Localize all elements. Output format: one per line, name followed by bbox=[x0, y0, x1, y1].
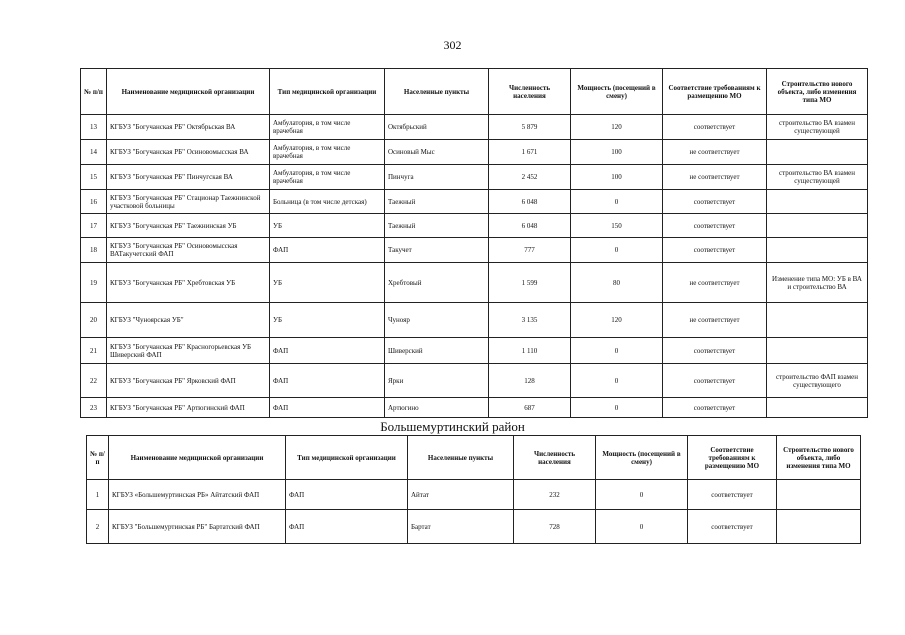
cell-number: 13 bbox=[81, 115, 107, 140]
cell-capacity: 0 bbox=[571, 338, 663, 364]
table-row bbox=[81, 140, 868, 165]
cell-settlement: Бартат bbox=[408, 510, 514, 544]
cell-organization: КГБУЗ "Богучанская РБ" Пинчугская ВА bbox=[107, 165, 270, 190]
cell-population: 728 bbox=[514, 510, 596, 544]
cell-capacity: 150 bbox=[571, 214, 663, 238]
cell-organization: КГБУЗ "Богучанская РБ" Таежнинская УБ bbox=[107, 214, 270, 238]
cell-compliance: соответствует bbox=[663, 115, 767, 140]
cell-capacity: 0 bbox=[571, 364, 663, 398]
header-settlements: Населенные пункты bbox=[408, 436, 514, 480]
header-population: Численность населения bbox=[514, 436, 596, 480]
table-row bbox=[87, 510, 861, 544]
cell-number: 23 bbox=[81, 398, 107, 418]
table-row bbox=[81, 263, 868, 303]
cell-construction: Изменение типа МО: УБ в ВА и строительство ВА bbox=[767, 263, 868, 303]
cell-settlement: Таежный bbox=[385, 190, 489, 214]
cell-organization: КГБУЗ "Чуноярская УБ" bbox=[107, 303, 270, 338]
cell-organization: КГБУЗ "Большемуртинская РБ" Бартатский ФАП bbox=[109, 510, 286, 544]
cell-type: УБ bbox=[270, 263, 385, 303]
cell-type: Амбулатория, в том числе врачебная bbox=[270, 140, 385, 165]
cell-construction bbox=[767, 398, 868, 418]
cell-settlement: Хребтовый bbox=[385, 263, 489, 303]
cell-organization: КГБУЗ "Богучанская РБ" Октябрьская ВА bbox=[107, 115, 270, 140]
cell-compliance: соответствует bbox=[688, 480, 777, 510]
cell-settlement: Октябрьский bbox=[385, 115, 489, 140]
cell-settlement: Артюгино bbox=[385, 398, 489, 418]
cell-construction bbox=[767, 238, 868, 263]
cell-population: 3 135 bbox=[489, 303, 571, 338]
cell-construction bbox=[767, 214, 868, 238]
cell-settlement: Шиверский bbox=[385, 338, 489, 364]
cell-population: 6 048 bbox=[489, 214, 571, 238]
table-header-row bbox=[81, 69, 868, 115]
cell-number: 20 bbox=[81, 303, 107, 338]
table-row bbox=[81, 238, 868, 263]
table-row bbox=[87, 480, 861, 510]
cell-population: 6 048 bbox=[489, 190, 571, 214]
section-title: Большемуртинский район bbox=[380, 419, 525, 434]
cell-compliance: не соответствует bbox=[663, 140, 767, 165]
cell-type: ФАП bbox=[270, 338, 385, 364]
cell-construction: строительство ВА взамен существующей bbox=[767, 115, 868, 140]
cell-population: 1 110 bbox=[489, 338, 571, 364]
cell-capacity: 0 bbox=[571, 190, 663, 214]
cell-population: 1 671 bbox=[489, 140, 571, 165]
header-settlements: Населенные пункты bbox=[385, 69, 489, 115]
header-capacity: Мощность (посещений в смену) bbox=[571, 69, 663, 115]
cell-organization: КГБУЗ "Богучанская РБ" Ярковский ФАП bbox=[107, 364, 270, 398]
header-number: № п/п bbox=[87, 436, 109, 480]
cell-population: 2 452 bbox=[489, 165, 571, 190]
cell-number: 21 bbox=[81, 338, 107, 364]
cell-construction bbox=[767, 338, 868, 364]
header-compliance: Соответствие требованиям к размещению МО bbox=[688, 436, 777, 480]
header-construction: Строительство нового объекта, либо изменения типа МО bbox=[777, 436, 861, 480]
cell-number: 1 bbox=[87, 480, 109, 510]
header-type: Тип медицинской организации bbox=[270, 69, 385, 115]
cell-settlement: Осиновый Мыс bbox=[385, 140, 489, 165]
cell-construction bbox=[767, 303, 868, 338]
cell-population: 1 599 bbox=[489, 263, 571, 303]
cell-capacity: 100 bbox=[571, 140, 663, 165]
header-compliance: Соответствие требованиям к размещению МО bbox=[663, 69, 767, 115]
table-row bbox=[81, 115, 868, 140]
page-number: 302 bbox=[443, 38, 462, 52]
header-construction: Строительство нового объекта, либо изменения типа МО bbox=[767, 69, 868, 115]
cell-compliance: соответствует bbox=[663, 190, 767, 214]
cell-capacity: 100 bbox=[571, 165, 663, 190]
cell-settlement: Пинчуга bbox=[385, 165, 489, 190]
cell-compliance: соответствует bbox=[663, 338, 767, 364]
cell-settlement: Айтат bbox=[408, 480, 514, 510]
cell-compliance: не соответствует bbox=[663, 165, 767, 190]
cell-compliance: не соответствует bbox=[663, 263, 767, 303]
table-header-row bbox=[87, 436, 861, 480]
cell-organization: КГБУЗ "Богучанская РБ" Хребтовская УБ bbox=[107, 263, 270, 303]
header-type: Тип медицинской организации bbox=[286, 436, 408, 480]
cell-compliance: соответствует bbox=[663, 238, 767, 263]
cell-type: УБ bbox=[270, 303, 385, 338]
cell-type: Больница (в том числе детская) bbox=[270, 190, 385, 214]
table-row bbox=[81, 190, 868, 214]
cell-type: ФАП bbox=[270, 364, 385, 398]
cell-type: Амбулатория, в том числе врачебная bbox=[270, 115, 385, 140]
cell-type: ФАП bbox=[270, 238, 385, 263]
cell-construction bbox=[767, 190, 868, 214]
cell-type: ФАП bbox=[286, 510, 408, 544]
cell-capacity: 0 bbox=[596, 480, 688, 510]
cell-type: ФАП bbox=[270, 398, 385, 418]
cell-number: 15 bbox=[81, 165, 107, 190]
cell-compliance: не соответствует bbox=[663, 303, 767, 338]
cell-capacity: 120 bbox=[571, 303, 663, 338]
cell-organization: КГБУЗ "Богучанская РБ" Артюгинский ФАП bbox=[107, 398, 270, 418]
cell-number: 2 bbox=[87, 510, 109, 544]
cell-capacity: 0 bbox=[596, 510, 688, 544]
cell-number: 19 bbox=[81, 263, 107, 303]
cell-type: УБ bbox=[270, 214, 385, 238]
cell-settlement: Чунояр bbox=[385, 303, 489, 338]
cell-capacity: 0 bbox=[571, 238, 663, 263]
cell-construction: строительство ФАП взамен существующего bbox=[767, 364, 868, 398]
table-row bbox=[81, 338, 868, 364]
header-capacity: Мощность (посещений в смену) bbox=[596, 436, 688, 480]
header-organization: Наименование медицинской организации bbox=[107, 69, 270, 115]
cell-number: 18 bbox=[81, 238, 107, 263]
cell-number: 17 bbox=[81, 214, 107, 238]
table-row bbox=[81, 214, 868, 238]
cell-capacity: 80 bbox=[571, 263, 663, 303]
cell-population: 128 bbox=[489, 364, 571, 398]
cell-capacity: 0 bbox=[571, 398, 663, 418]
cell-number: 16 bbox=[81, 190, 107, 214]
cell-organization: КГБУЗ «Большемуртинская РБ» Айтатский ФАП bbox=[109, 480, 286, 510]
cell-construction: строительство ВА взамен существующей bbox=[767, 165, 868, 190]
cell-organization: КГБУЗ "Богучанская РБ" Стационар Таежнинской участковой больницы bbox=[107, 190, 270, 214]
cell-type: Амбулатория, в том числе врачебная bbox=[270, 165, 385, 190]
header-number: № п/п bbox=[81, 69, 107, 115]
cell-compliance: соответствует bbox=[663, 364, 767, 398]
header-population: Численность населения bbox=[489, 69, 571, 115]
cell-settlement: Такучет bbox=[385, 238, 489, 263]
cell-capacity: 120 bbox=[571, 115, 663, 140]
cell-organization: КГБУЗ "Богучанская РБ" Осиновомысская ВАТакучетский ФАП bbox=[107, 238, 270, 263]
cell-compliance: соответствует bbox=[663, 214, 767, 238]
cell-settlement: Таежный bbox=[385, 214, 489, 238]
cell-construction bbox=[777, 510, 861, 544]
table-row bbox=[81, 398, 868, 418]
cell-construction bbox=[777, 480, 861, 510]
cell-number: 14 bbox=[81, 140, 107, 165]
table-row bbox=[81, 364, 868, 398]
header-organization: Наименование медицинской организации bbox=[109, 436, 286, 480]
cell-population: 687 bbox=[489, 398, 571, 418]
cell-compliance: соответствует bbox=[688, 510, 777, 544]
table-row bbox=[81, 165, 868, 190]
cell-population: 777 bbox=[489, 238, 571, 263]
cell-construction bbox=[767, 140, 868, 165]
cell-type: ФАП bbox=[286, 480, 408, 510]
cell-population: 5 879 bbox=[489, 115, 571, 140]
cell-settlement: Ярки bbox=[385, 364, 489, 398]
cell-organization: КГБУЗ "Богучанская РБ" Осиновомысская ВА bbox=[107, 140, 270, 165]
cell-compliance: соответствует bbox=[663, 398, 767, 418]
cell-population: 232 bbox=[514, 480, 596, 510]
table-row bbox=[81, 303, 868, 338]
facilities-table-bolshemurtinsky bbox=[86, 435, 861, 544]
cell-number: 22 bbox=[81, 364, 107, 398]
cell-organization: КГБУЗ "Богучанская РБ" Красногорьевская УБ Шиверский ФАП bbox=[107, 338, 270, 364]
facilities-table-boguchany bbox=[80, 68, 868, 418]
